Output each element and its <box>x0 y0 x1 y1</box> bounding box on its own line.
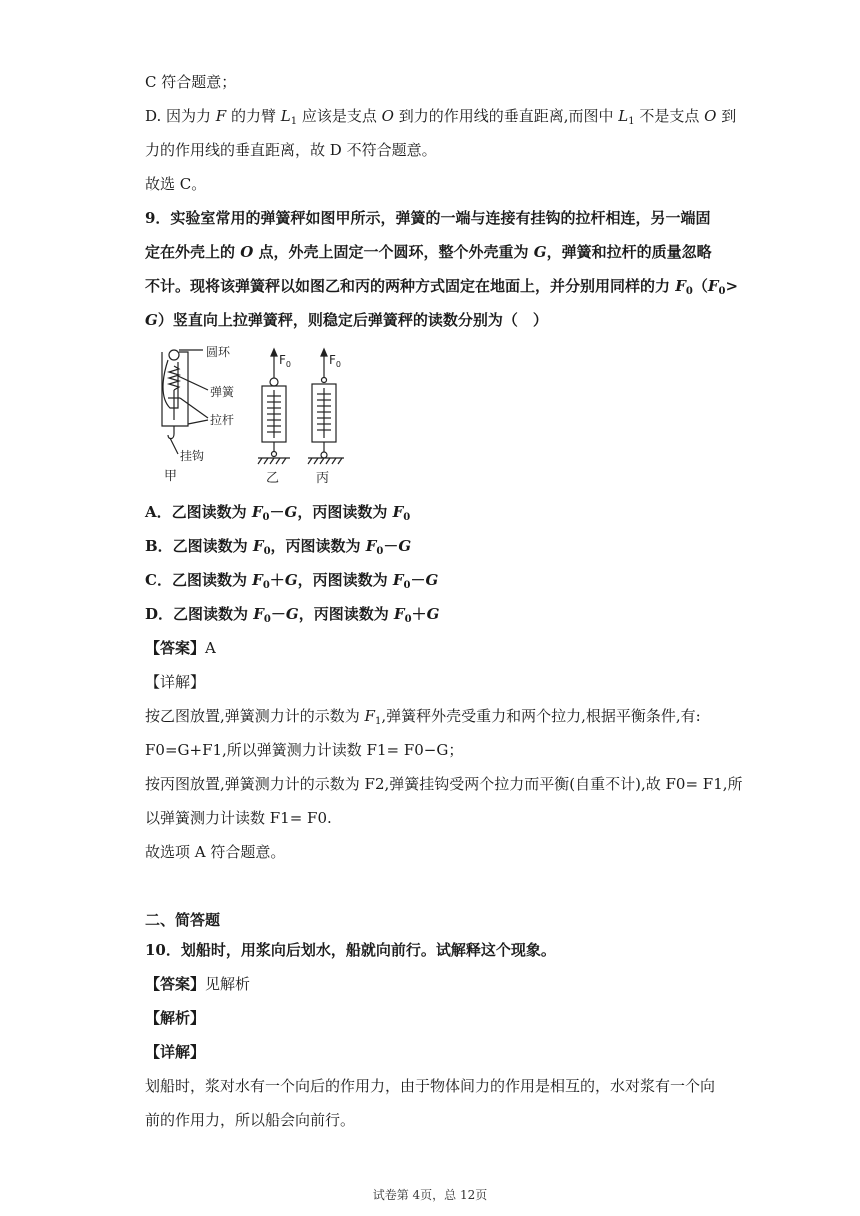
subscript: 0 <box>376 546 384 557</box>
subscript: 1 <box>628 116 635 127</box>
var-F: F <box>364 707 375 725</box>
operator: － <box>383 537 399 555</box>
force-label-yi: $F_0$ <box>279 353 291 369</box>
label-bing: 丙 <box>316 471 330 486</box>
spring-scale-figure <box>148 338 358 488</box>
subscript: 0 <box>262 512 270 523</box>
q9-line4 <box>145 310 548 330</box>
option-d <box>145 604 439 624</box>
q9-detail-label: 【详解】 <box>145 673 206 691</box>
option-a <box>145 502 410 522</box>
subscript: 0 <box>718 286 726 297</box>
text: 按乙图放置,弹簧测力计的示数为 <box>145 707 365 725</box>
operator: － <box>269 503 285 521</box>
var-F: F <box>675 277 686 295</box>
label-jia: 甲 <box>164 469 178 484</box>
q9-explain-4: 以弹簧测力计读数 F1= F0. <box>145 809 332 827</box>
subscript: 0 <box>404 614 412 625</box>
label-hook: 挂钩 <box>180 449 205 463</box>
text: A．乙图读数为 <box>145 503 252 521</box>
var: F <box>252 571 263 589</box>
q9-line2 <box>145 242 712 262</box>
var-G: G <box>533 243 547 261</box>
q10-explain-1: 划船时，浆对水有一个向后的作用力，由于物体间力的作用是相互的，水对浆有一个向 <box>145 1077 716 1095</box>
text: D. 因为力 <box>145 107 216 125</box>
var: F <box>365 537 377 555</box>
operator: ＋ <box>411 605 427 623</box>
answer-label: 【答案】 <box>145 975 206 993</box>
prev-c-tail: C 符合题意； <box>145 73 237 91</box>
subscript: 0 <box>685 286 693 297</box>
answer-value: 见解析 <box>205 975 251 993</box>
q9-line1: 9．实验室常用的弹簧秤如图甲所示，弹簧的一端与连接有挂钩的拉杆相连，另一端固 <box>145 209 711 227</box>
var: G <box>285 605 299 623</box>
var-O: O <box>240 243 254 261</box>
prev-d-line1 <box>145 106 736 126</box>
operator: － <box>270 605 286 623</box>
var-O: O <box>381 107 394 125</box>
var: F <box>251 503 263 521</box>
option-c <box>145 570 438 590</box>
q9-answer <box>145 638 216 658</box>
var: G <box>426 605 440 623</box>
section-title: 二、简答题 <box>145 911 221 929</box>
answer-label: 【答案】 <box>145 639 206 657</box>
figure-jia <box>162 350 208 454</box>
q9-explain-3: 按丙图放置,弹簧测力计的示数为 F2,弹簧挂钩受两个拉力而平衡(自重不计),故 F0= F1,所 <box>145 775 743 793</box>
q9-explain-1 <box>145 706 701 726</box>
text: > <box>725 277 739 295</box>
var: G <box>425 571 439 589</box>
var: F <box>392 571 404 589</box>
text: ，丙图读数为 <box>297 503 393 521</box>
text: ，丙图读数为 <box>297 571 393 589</box>
subscript: 0 <box>403 512 411 523</box>
subscript: 0 <box>262 580 270 591</box>
text: ,弹簧秤外壳受重力和两个拉力,根据平衡条件,有: <box>381 707 701 725</box>
label-yi: 乙 <box>266 471 280 486</box>
prev-d-line2: 力的作用线的垂直距离，故 D 不符合题意。 <box>145 141 437 159</box>
q9-line3 <box>145 276 738 296</box>
var-F: F <box>707 277 719 295</box>
subscript: 0 <box>263 546 271 557</box>
text: 的力臂 <box>226 107 281 125</box>
label-ring: 圆环 <box>206 345 231 359</box>
operator: － <box>410 571 426 589</box>
q10-analysis-label: 【解析】 <box>145 1009 206 1027</box>
var-L: L <box>280 107 291 125</box>
force-label-bing: $F_0$ <box>329 353 341 369</box>
text: D．乙图读数为 <box>145 605 254 623</box>
var: G <box>398 537 412 555</box>
var-G: G <box>145 311 158 329</box>
q10-answer <box>145 974 250 994</box>
text: B．乙图读数为 <box>145 537 253 555</box>
answer-value: A <box>205 639 216 657</box>
text: 到力的作用线的垂直距离,而图中 <box>393 107 619 125</box>
var-O: O <box>704 107 717 125</box>
label-spring: 弹簧 <box>210 385 235 399</box>
q10-text: 10．划船时，用浆向后划水，船就向前行。试解释这个现象。 <box>145 941 556 959</box>
subscript: 1 <box>374 716 382 727</box>
var: F <box>392 503 404 521</box>
var: F <box>253 605 264 623</box>
text: 定在外壳上的 <box>145 243 241 261</box>
var-L: L <box>618 107 629 125</box>
label-rod: 拉杆 <box>210 413 235 427</box>
text: 不是支点 <box>634 107 705 125</box>
subscript: 0 <box>403 580 411 591</box>
text: 到 <box>716 107 737 125</box>
q9-explain-5: 故选项 A 符合题意。 <box>145 843 286 861</box>
text: C．乙图读数为 <box>145 571 253 589</box>
q10-detail-label: 【详解】 <box>145 1043 206 1061</box>
text: （ <box>692 277 708 295</box>
var: F <box>393 605 405 623</box>
var-F: F <box>215 107 227 125</box>
text: 不计。现将该弹簧秤以如图乙和丙的两种方式固定在地面上，并分别用同样的力 <box>145 277 676 295</box>
text: ）竖直向上拉弹簧秤，则稳定后弹簧秤的读数分别为（ ） <box>157 311 548 329</box>
text: ，丙图读数为 <box>298 605 394 623</box>
var: F <box>252 537 264 555</box>
text: 点，外壳上固定一个圆环，整个外壳重为 <box>253 243 534 261</box>
option-b <box>145 536 411 556</box>
subscript: 1 <box>290 116 298 127</box>
q10-explain-2: 前的作用力，所以船会向前行。 <box>145 1111 356 1129</box>
var: G <box>284 503 298 521</box>
text: ，弹簧和拉杆的质量忽略 <box>546 243 712 261</box>
var: G <box>284 571 298 589</box>
subscript: 0 <box>263 614 271 625</box>
page-footer: 试卷第 4页，总 12页 <box>372 1188 488 1202</box>
operator: ＋ <box>269 571 285 589</box>
text: ，丙图读数为 <box>270 537 366 555</box>
q9-explain-2: F0=G+F1,所以弹簧测力计读数 F1= F0−G； <box>145 741 464 759</box>
text: 应该是支点 <box>297 107 382 125</box>
prev-choose: 故选 C。 <box>145 175 207 193</box>
